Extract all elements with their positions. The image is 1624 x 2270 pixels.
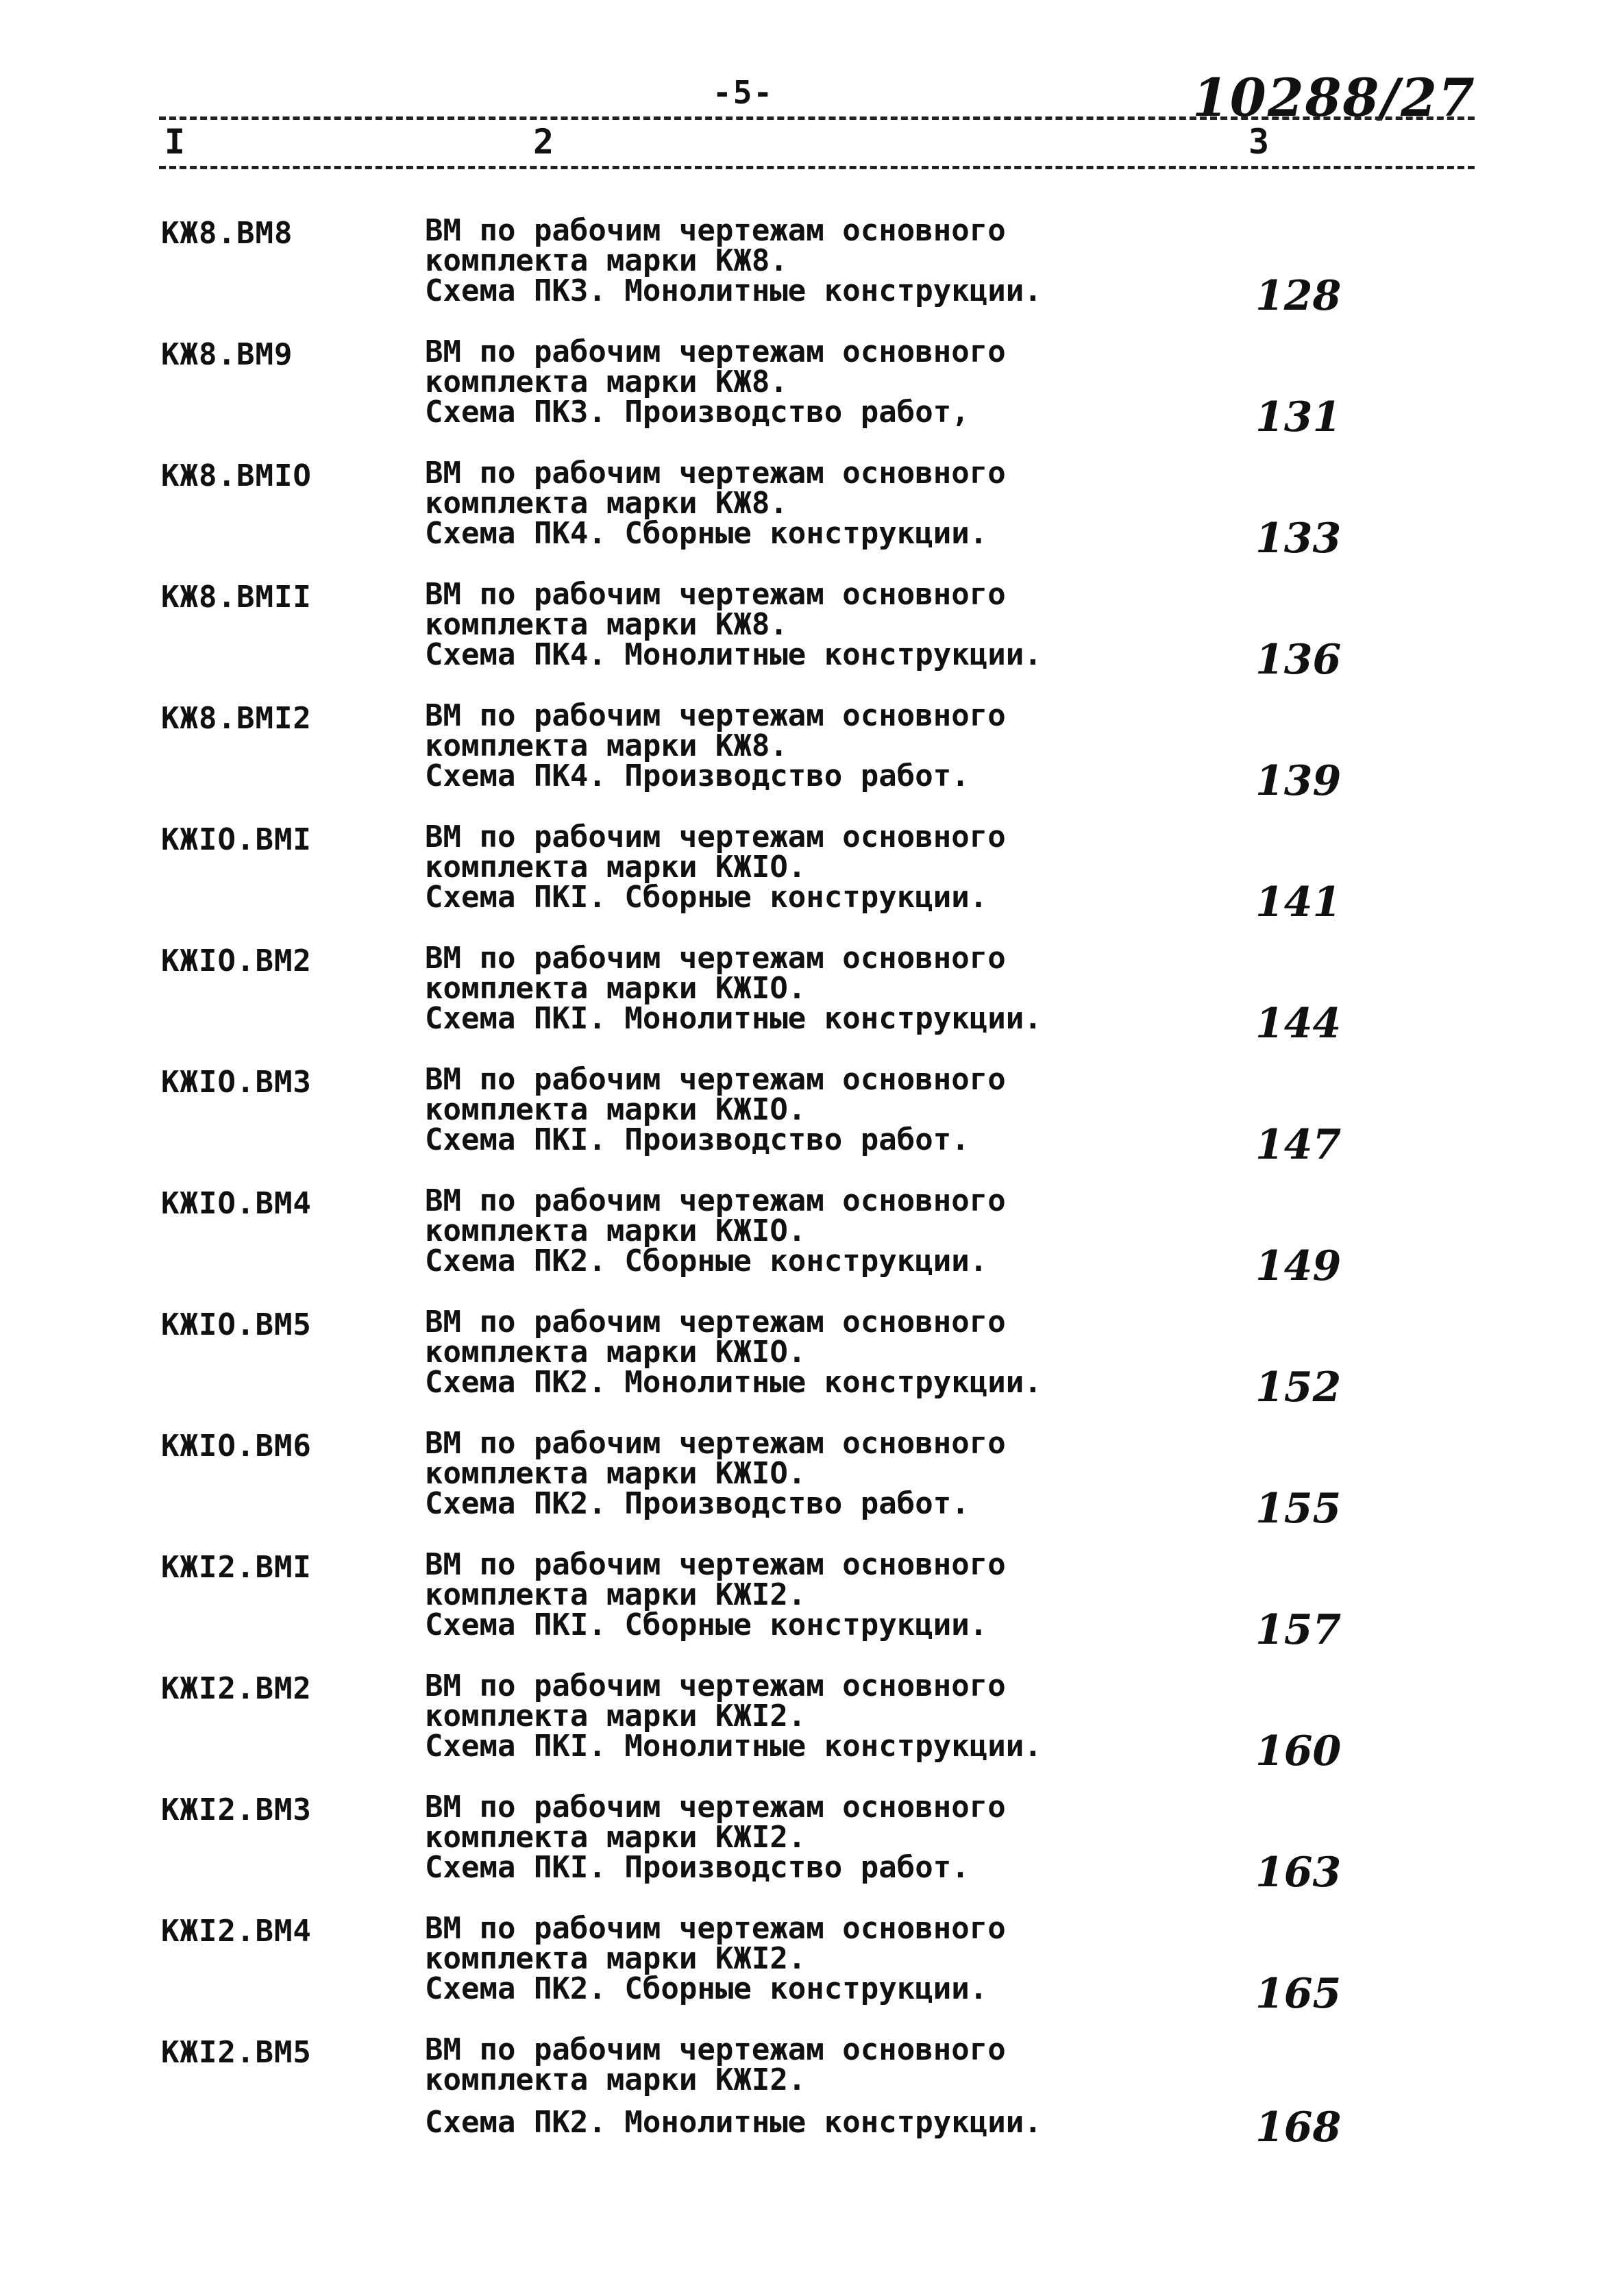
entry-description-line: Схема ПК2. Сборные конструкции. bbox=[425, 1971, 988, 2006]
entry-description-line: ВМ по рабочим чертежам основного bbox=[425, 334, 1006, 369]
list-item bbox=[0, 1307, 1624, 1429]
column-header-2: 2 bbox=[533, 122, 554, 162]
entry-page-number: 147 bbox=[1255, 1121, 1342, 1169]
entry-description-line: комплекта марки КЖI2. bbox=[425, 1820, 807, 1855]
entry-description-line: комплекта марки КЖ8. bbox=[425, 243, 788, 278]
list-item bbox=[0, 1668, 1624, 1792]
entry-code: КЖI2.ВМI bbox=[161, 1550, 312, 1585]
entry-description-line: ВМ по рабочим чертежам основного bbox=[425, 698, 1006, 733]
entry-description bbox=[425, 1668, 1233, 1764]
entry-code: КЖIO.ВМ3 bbox=[161, 1065, 312, 1100]
list-item bbox=[0, 577, 1624, 701]
entry-description-line: комплекта марки КЖ8. bbox=[425, 607, 788, 642]
entry-description-line: комплекта марки КЖIO. bbox=[425, 971, 807, 1006]
entry-page-number: 165 bbox=[1255, 1970, 1342, 2018]
list-item bbox=[0, 698, 1624, 822]
entry-description-line: Схема ПКI. Сборные конструкции. bbox=[425, 880, 988, 915]
entry-description-line: Схема ПКI. Монолитные конструкции. bbox=[425, 1729, 1042, 1764]
entry-description bbox=[425, 943, 1233, 1034]
entry-description-line: Схема ПК2. Сборные конструкции. bbox=[425, 1244, 988, 1279]
entry-description-line: Схема ПК3. Производство работ, bbox=[425, 395, 970, 430]
entry-description-line: комплекта марки КЖIO. bbox=[425, 1213, 807, 1248]
entry-description-line: ВМ по рабочим чертежам основного bbox=[425, 1183, 1006, 1218]
list-item bbox=[0, 1547, 1624, 1671]
entry-code: КЖ8.ВМ9 bbox=[161, 337, 293, 372]
document-number: 10288/27 bbox=[1192, 67, 1476, 128]
column-header-1: I bbox=[164, 122, 186, 162]
entry-page-number: 141 bbox=[1255, 878, 1342, 926]
entry-description-line: комплекта марки КЖI2. bbox=[425, 1699, 807, 1734]
entry-code: КЖI2.ВМ3 bbox=[161, 1792, 312, 1827]
page-number: -5- bbox=[713, 74, 774, 111]
entry-description-line: комплекта марки КЖ8. bbox=[425, 365, 788, 399]
entry-description-line: ВМ по рабочим чертежам основного bbox=[425, 819, 1006, 854]
entry-description-line: Схема ПК4. Производство работ. bbox=[425, 758, 970, 793]
entry-description bbox=[425, 334, 1233, 430]
entry-page-number: 128 bbox=[1255, 272, 1342, 320]
entry-page-number: 155 bbox=[1255, 1485, 1342, 1533]
entry-description bbox=[425, 1062, 1233, 1157]
entry-description bbox=[425, 1792, 1233, 1883]
entry-page-number: 144 bbox=[1255, 1000, 1342, 1048]
entry-description bbox=[425, 1547, 1233, 1642]
entry-description-line: комплекта марки КЖI2. bbox=[425, 1577, 807, 1612]
entry-description-line: комплекта марки КЖI2. bbox=[425, 1941, 807, 1976]
entries-list bbox=[0, 213, 1624, 2156]
entry-page-number: 136 bbox=[1255, 636, 1342, 684]
entry-description-line: ВМ по рабочим чертежам основного bbox=[425, 1426, 1006, 1461]
entry-code: КЖIO.ВМ5 bbox=[161, 1307, 312, 1342]
entry-description-line: комплекта марки КЖ8. bbox=[425, 486, 788, 521]
entry-page-number: 168 bbox=[1255, 2104, 1342, 2151]
entry-code: КЖIO.ВМI bbox=[161, 822, 312, 857]
entry-page-number: 152 bbox=[1255, 1364, 1342, 1411]
entry-page-number: 139 bbox=[1255, 757, 1342, 805]
entry-page-number: 163 bbox=[1255, 1849, 1342, 1897]
list-item bbox=[0, 334, 1624, 458]
entry-description-line: Схема ПК2. Монолитные конструкции. bbox=[425, 1365, 1042, 1400]
entry-description-line: ВМ по рабочим чертежам основного bbox=[425, 1668, 1006, 1703]
entry-description-line: ВМ по рабочим чертежам основного bbox=[425, 213, 1006, 248]
entry-description-line: Схема ПК2. Монолитные конструкции. bbox=[425, 2105, 1042, 2140]
list-item bbox=[0, 1911, 1624, 2035]
entry-description-line: Схема ПКI. Сборные конструкции. bbox=[425, 1607, 988, 1642]
entry-description-line: Схема ПКI. Монолитные конструкции. bbox=[425, 1001, 1042, 1036]
entry-description-line: Схема ПК4. Монолитные конструкции. bbox=[425, 637, 1042, 672]
entry-description bbox=[425, 1183, 1233, 1279]
entry-code: КЖI2.ВМ5 bbox=[161, 2035, 312, 2070]
entry-description bbox=[425, 1911, 1233, 2006]
entry-description bbox=[425, 577, 1233, 672]
entry-page-number: 131 bbox=[1255, 393, 1342, 441]
entry-description-line: ВМ по рабочим чертежам основного bbox=[425, 577, 1006, 612]
entry-code: КЖI2.ВМ2 bbox=[161, 1671, 312, 1706]
list-item bbox=[0, 213, 1624, 337]
entry-code: КЖI2.ВМ4 bbox=[161, 1914, 312, 1949]
entry-code: КЖIO.ВМ6 bbox=[161, 1429, 312, 1464]
list-item bbox=[0, 819, 1624, 943]
entry-code: КЖ8.ВМ8 bbox=[161, 216, 293, 251]
entry-code: КЖIO.ВМ2 bbox=[161, 943, 312, 978]
entry-description-line: Схема ПК2. Производство работ. bbox=[425, 1486, 970, 1521]
entry-description-line: комплекта марки КЖIO. bbox=[425, 1092, 807, 1127]
entry-description-line: Схема ПКI. Производство работ. bbox=[425, 1122, 970, 1157]
entry-page-number: 149 bbox=[1255, 1242, 1342, 1290]
entry-description-line: ВМ по рабочим чертежам основного bbox=[425, 1911, 1006, 1946]
entry-page-number: 133 bbox=[1255, 515, 1342, 563]
entry-description bbox=[425, 1426, 1233, 1521]
entry-description-line: ВМ по рабочим чертежам основного bbox=[425, 456, 1006, 491]
entry-description-line: комплекта марки КЖIO. bbox=[425, 850, 807, 885]
entry-code: КЖ8.ВМI2 bbox=[161, 701, 312, 736]
entry-description-line: ВМ по рабочим чертежам основного bbox=[425, 2032, 1006, 2067]
entry-description-line: ВМ по рабочим чертежам основного bbox=[425, 1547, 1006, 1582]
entry-description-line: ВМ по рабочим чертежам основного bbox=[425, 941, 1006, 976]
entry-description-line: Схема ПК4. Сборные конструкции. bbox=[425, 516, 988, 551]
entry-description-line: комплекта марки КЖI2. bbox=[425, 2062, 807, 2097]
list-item bbox=[0, 1183, 1624, 1307]
entry-description-line: ВМ по рабочим чертежам основного bbox=[425, 1062, 1006, 1097]
entry-description bbox=[425, 1307, 1233, 1398]
entry-description bbox=[425, 698, 1233, 793]
entry-page-number: 157 bbox=[1255, 1606, 1342, 1654]
entry-description bbox=[425, 2032, 1233, 2140]
entry-code: КЖIO.ВМ4 bbox=[161, 1186, 312, 1221]
entry-description-line: комплекта марки КЖIO. bbox=[425, 1335, 807, 1370]
entry-description-line: ВМ по рабочим чертежам основного bbox=[425, 1305, 1006, 1340]
column-header-3: 3 bbox=[1248, 122, 1270, 162]
entry-description-line: комплекта марки КЖIO. bbox=[425, 1456, 807, 1491]
header-divider-top bbox=[159, 116, 1475, 120]
list-item bbox=[0, 458, 1624, 580]
list-item bbox=[0, 2032, 1624, 2156]
header-divider-bottom bbox=[159, 166, 1475, 169]
list-item bbox=[0, 1792, 1624, 1914]
entry-description-line: ВМ по рабочим чертежам основного bbox=[425, 1790, 1006, 1825]
list-item bbox=[0, 1062, 1624, 1186]
entry-code: КЖ8.ВМIO bbox=[161, 458, 312, 493]
entry-description bbox=[425, 213, 1233, 308]
entry-page-number: 160 bbox=[1255, 1727, 1342, 1775]
list-item bbox=[0, 1426, 1624, 1550]
entry-description bbox=[425, 458, 1233, 549]
list-item bbox=[0, 943, 1624, 1065]
entry-description bbox=[425, 819, 1233, 915]
entry-description-line: Схема ПКI. Производство работ. bbox=[425, 1850, 970, 1885]
entry-code: КЖ8.ВМII bbox=[161, 580, 312, 615]
entry-description-line: Схема ПК3. Монолитные конструкции. bbox=[425, 273, 1042, 308]
entry-description-line: комплекта марки КЖ8. bbox=[425, 728, 788, 763]
